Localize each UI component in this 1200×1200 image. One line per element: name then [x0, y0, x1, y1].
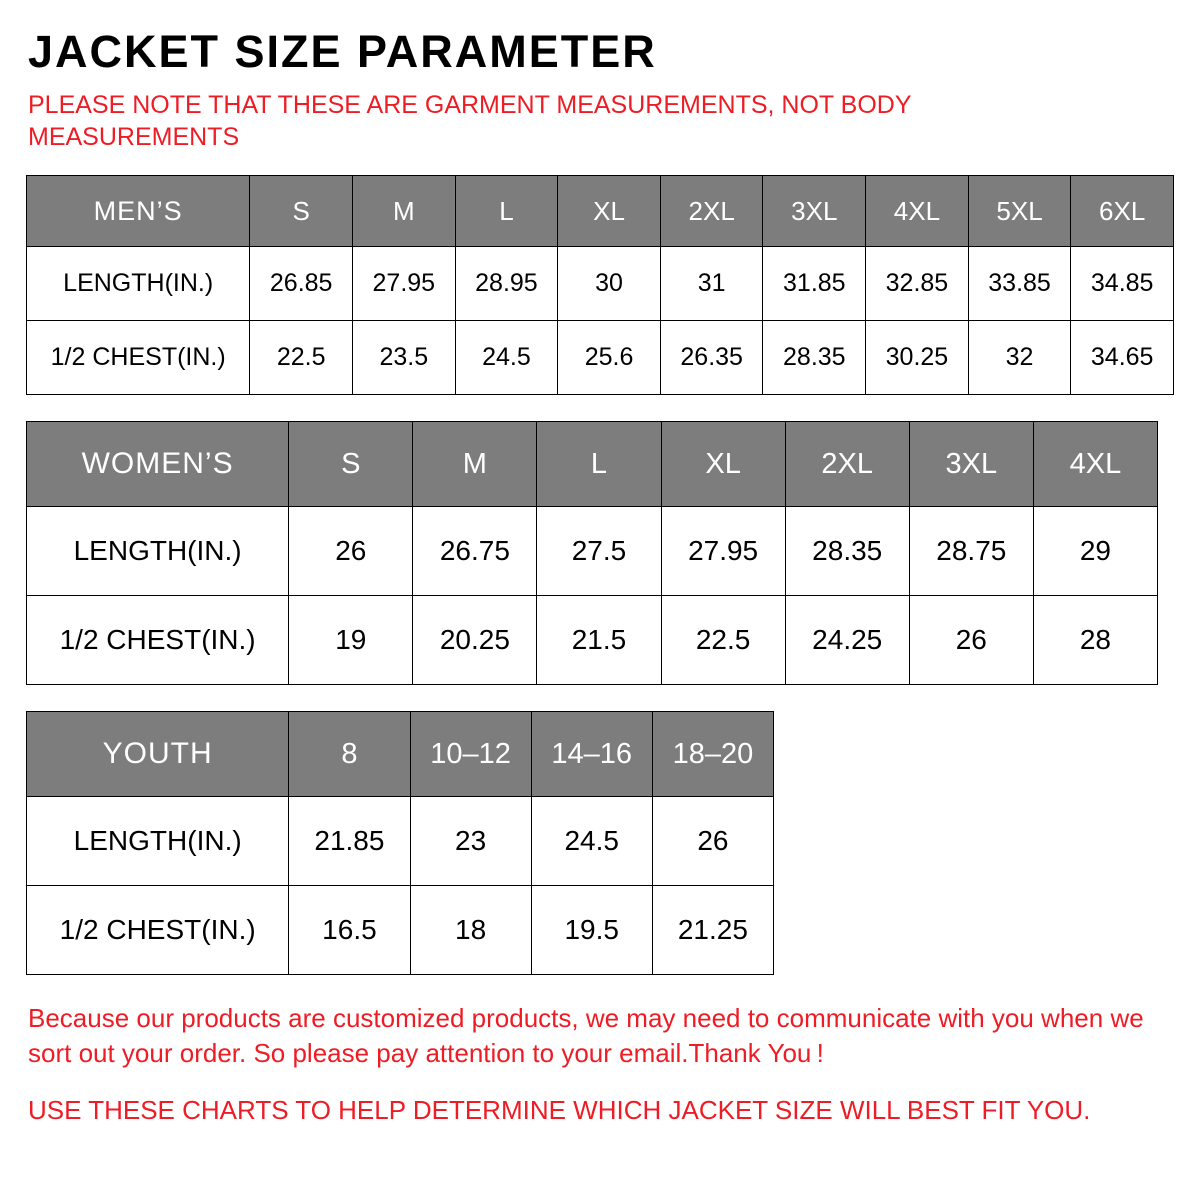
table-cell: 21.5: [537, 596, 661, 685]
table-header-row: [27, 712, 774, 797]
table-cell: 26: [652, 797, 773, 886]
table-cell: 26: [909, 596, 1033, 685]
size-header: 3XL: [763, 176, 866, 247]
table-cell: 22.5: [250, 321, 353, 395]
row-label: LENGTH(IN.): [27, 247, 250, 321]
table-cell: 25.6: [558, 321, 661, 395]
table-header-row: [27, 176, 1174, 247]
size-header: 2XL: [785, 422, 909, 507]
row-label: LENGTH(IN.): [27, 507, 289, 596]
size-header: 18–20: [652, 712, 773, 797]
table-row: [27, 886, 774, 975]
page-title: JACKET SIZE PARAMETER: [28, 26, 657, 77]
size-header: 6XL: [1071, 176, 1174, 247]
size-header: 10–12: [410, 712, 531, 797]
table-cell: 18: [410, 886, 531, 975]
table-cell: 30.25: [866, 321, 969, 395]
footer-note-charts: USE THESE CHARTS TO HELP DETERMINE WHICH JACKET SIZE WILL BEST FIT YOU.: [28, 1095, 1091, 1126]
footer-notes: [26, 1001, 1174, 1128]
youth-size-table: [26, 711, 774, 975]
womens-size-table: [26, 421, 1158, 685]
table-cell: 19: [289, 596, 413, 685]
table-cell: 28.95: [455, 247, 558, 321]
table-cell: 24.5: [455, 321, 558, 395]
table-row: [27, 596, 1158, 685]
size-header: XL: [661, 422, 785, 507]
table-cell: 34.65: [1071, 321, 1174, 395]
table-cell: 28.35: [785, 507, 909, 596]
table-row: [27, 247, 1174, 321]
size-header: S: [250, 176, 353, 247]
table-row: [27, 321, 1174, 395]
table-cell: 26: [289, 507, 413, 596]
table-cell: 26.35: [660, 321, 763, 395]
table-cell: 31.85: [763, 247, 866, 321]
table-cell: 28.35: [763, 321, 866, 395]
table-cell: 24.5: [531, 797, 652, 886]
table-cell: 26.85: [250, 247, 353, 321]
row-label: 1/2 CHEST(IN.): [27, 321, 250, 395]
category-label: MEN’S: [27, 176, 250, 247]
row-label: 1/2 CHEST(IN.): [27, 596, 289, 685]
table-cell: 29: [1033, 507, 1157, 596]
size-header: L: [455, 176, 558, 247]
table-cell: 20.25: [413, 596, 537, 685]
table-cell: 30: [558, 247, 661, 321]
size-header: 4XL: [866, 176, 969, 247]
size-header: 4XL: [1033, 422, 1157, 507]
table-cell: 21.25: [652, 886, 773, 975]
table-cell: 16.5: [289, 886, 410, 975]
table-cell: 27.95: [661, 507, 785, 596]
footer-note-customization: Because our products are customized products, we may need to communicate with you when we sort out your order. So please pay attention to your email.Thank You !: [28, 1003, 1144, 1069]
row-label: 1/2 CHEST(IN.): [27, 886, 289, 975]
measurement-note: PLEASE NOTE THAT THESE ARE GARMENT MEASUREMENTS, NOT BODY MEASUREMENTS: [28, 91, 912, 152]
size-header: L: [537, 422, 661, 507]
table-cell: 27.5: [537, 507, 661, 596]
table-cell: 23: [410, 797, 531, 886]
table-cell: 32: [968, 321, 1071, 395]
table-cell: 19.5: [531, 886, 652, 975]
size-header: 5XL: [968, 176, 1071, 247]
size-header: XL: [558, 176, 661, 247]
table-cell: 24.25: [785, 596, 909, 685]
size-header: 14–16: [531, 712, 652, 797]
table-cell: 32.85: [866, 247, 969, 321]
table-cell: 28.75: [909, 507, 1033, 596]
table-row: [27, 507, 1158, 596]
table-cell: 28: [1033, 596, 1157, 685]
size-header: M: [352, 176, 455, 247]
table-cell: 21.85: [289, 797, 410, 886]
table-cell: 27.95: [352, 247, 455, 321]
table-header-row: [27, 422, 1158, 507]
size-header: 8: [289, 712, 410, 797]
row-label: LENGTH(IN.): [27, 797, 289, 886]
size-header: 2XL: [660, 176, 763, 247]
table-cell: 31: [660, 247, 763, 321]
category-label: WOMEN’S: [27, 422, 289, 507]
table-cell: 26.75: [413, 507, 537, 596]
table-cell: 33.85: [968, 247, 1071, 321]
table-row: [27, 797, 774, 886]
category-label: YOUTH: [27, 712, 289, 797]
size-header: S: [289, 422, 413, 507]
size-header: M: [413, 422, 537, 507]
table-cell: 23.5: [352, 321, 455, 395]
table-cell: 34.85: [1071, 247, 1174, 321]
table-cell: 22.5: [661, 596, 785, 685]
mens-size-table: [26, 175, 1174, 395]
size-header: 3XL: [909, 422, 1033, 507]
